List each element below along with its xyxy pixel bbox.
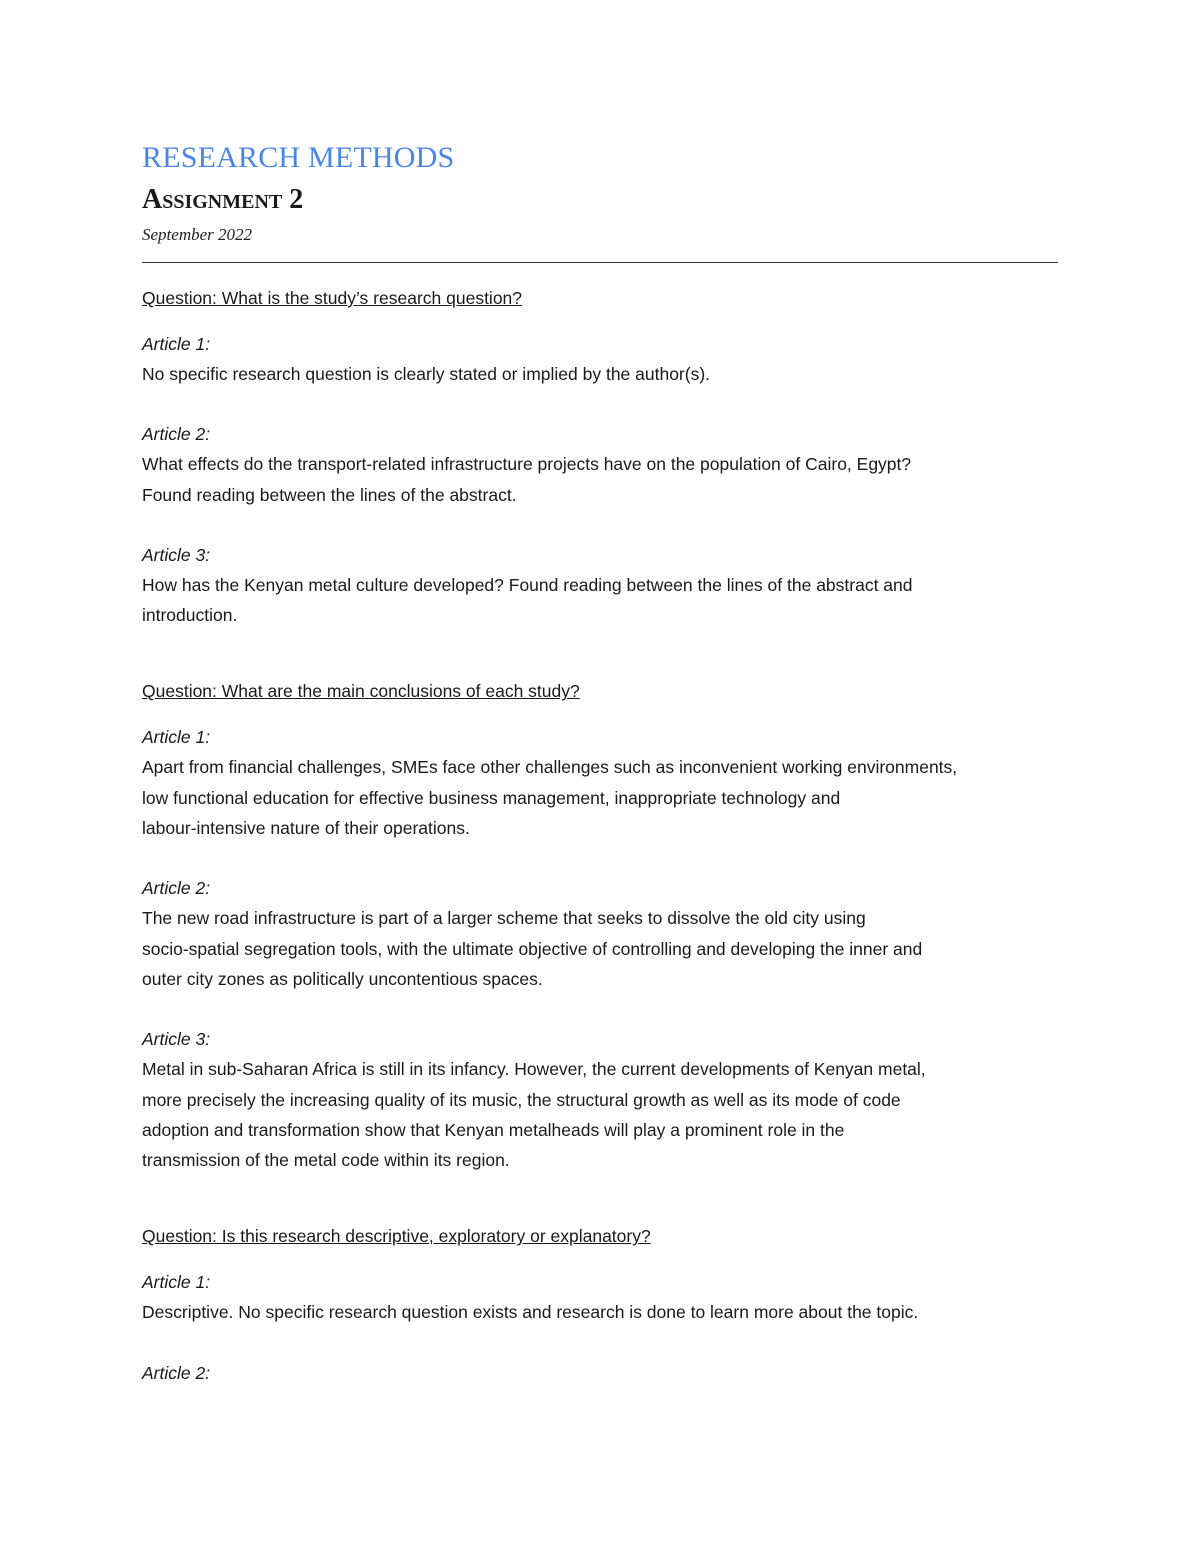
document-title: RESEARCH METHODS (142, 141, 455, 174)
article-text-line: adoption and transformation show that Kenyan metalheads will play a prominent role in the (142, 1119, 845, 1140)
document-subtitle: Assignment 2 (142, 184, 304, 215)
article-text-line: labour-intensive nature of their operations. (142, 818, 470, 839)
section-research-question (142, 283, 1058, 630)
document-page (142, 136, 1058, 1388)
article-text-line: low functional education for effective business management, inappropriate technology and (142, 787, 841, 808)
article-entry (142, 722, 1058, 843)
article-text-line: No specific research question is clearly stated or implied by the author(s). (142, 364, 711, 384)
article-text-line: socio-spatial segregation tools, with the ultimate objective of controlling and developing the inner and (142, 938, 923, 959)
section-question: Question: What are the main conclusions of each study? (142, 681, 580, 702)
article-entry (142, 419, 1058, 510)
article-text-line: How has the Kenyan metal culture developed? Found reading between the lines of the abstract and (142, 574, 913, 595)
article-entry (142, 1267, 1058, 1327)
article-entry (142, 873, 1058, 994)
article-label: Article 1: (142, 1272, 211, 1293)
article-label: Article 2: (142, 424, 211, 445)
article-label: Article 3: (142, 1029, 211, 1050)
document-date: September 2022 (142, 225, 253, 244)
section-question: Question: What is the study’s research question? (142, 288, 523, 308)
article-text-line: Found reading between the lines of the abstract. (142, 484, 517, 505)
article-text-line: transmission of the metal code within its region. (142, 1150, 510, 1171)
article-entry (142, 1358, 1058, 1388)
article-text-line: more precisely the increasing quality of its music, the structural growth as well as its mode of code (142, 1089, 901, 1110)
section-research-type (142, 1221, 1058, 1387)
article-entry (142, 329, 1058, 389)
article-label: Article 2: (142, 878, 211, 899)
article-text-line: Apart from financial challenges, SMEs face other challenges such as inconvenient working environments, (142, 757, 958, 778)
article-text-line: Descriptive. No specific research question exists and research is done to learn more about the topic. (142, 1302, 919, 1323)
article-text-line: What effects do the transport-related infrastructure projects have on the population of Cairo, Egypt? (142, 454, 912, 475)
article-text-line: introduction. (142, 605, 238, 626)
article-label: Article 3: (142, 544, 211, 565)
article-label: Article 1: (142, 334, 211, 354)
section-main-conclusions (142, 676, 1058, 1175)
article-text-line: outer city zones as politically uncontentious spaces. (142, 968, 543, 989)
article-text-line: Metal in sub-Saharan Africa is still in its infancy. However, the current developments of Kenyan metal, (142, 1059, 926, 1080)
article-text-line: The new road infrastructure is part of a larger scheme that seeks to dissolve the old city using (142, 908, 866, 929)
article-entry (142, 540, 1058, 631)
article-label: Article 1: (142, 727, 211, 748)
header-divider (142, 262, 1058, 263)
article-label: Article 2: (142, 1362, 211, 1383)
section-question: Question: Is this research descriptive, exploratory or explanatory? (142, 1226, 651, 1247)
article-entry (142, 1024, 1058, 1175)
